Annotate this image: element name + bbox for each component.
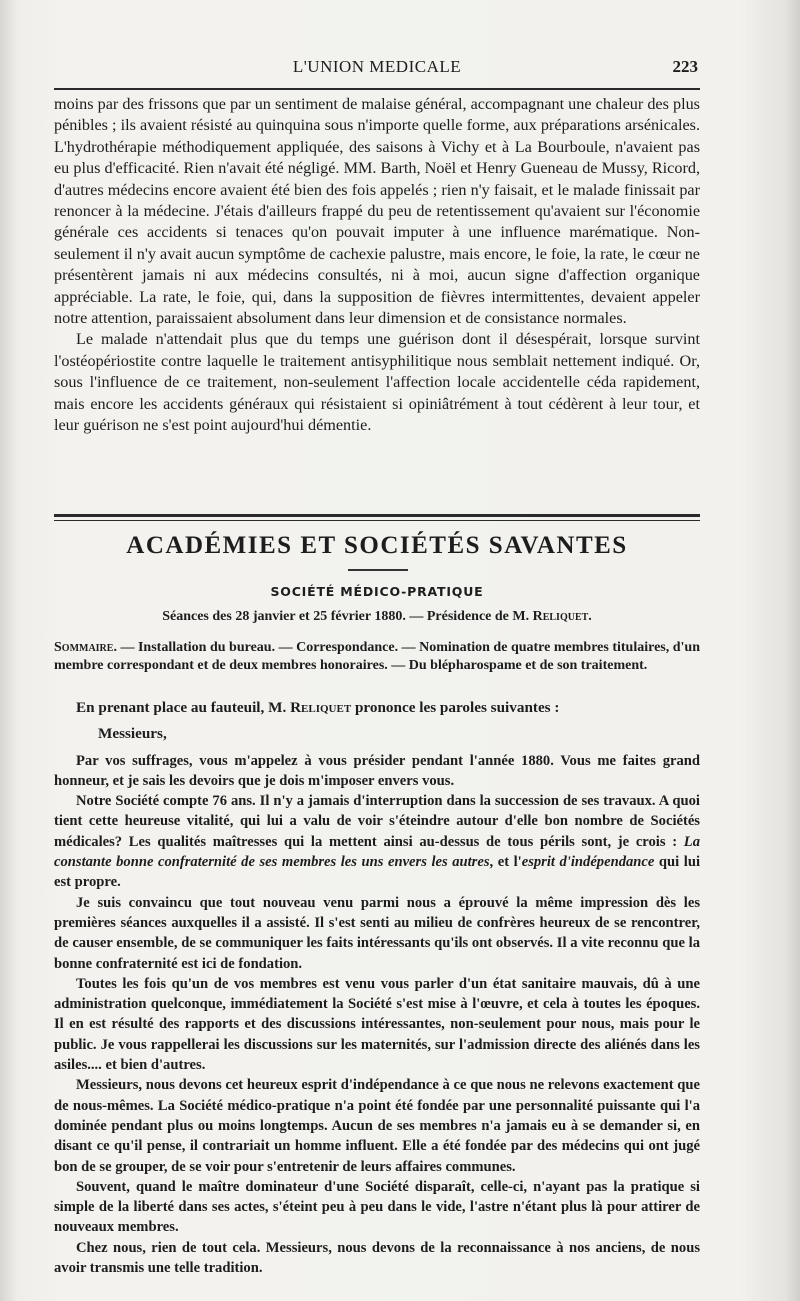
- speaker-name: Reliquet: [290, 699, 352, 716]
- sessions-line: [54, 609, 700, 625]
- header-rule: [54, 88, 700, 90]
- paragraph: Chez nous, rien de tout cela. Messieurs, nous devons de la reconnaissance à nos anciens, de nous avoir transmis une telle tradition.: [54, 1239, 700, 1277]
- paragraph: Toutes les fois qu'un de vos membres est venu vous parler d'un état sanitaire mauvais, dû à une administration quelconque, immédiatement la Société s'est mise à l'œuvre, et cela à toutes les époques. Il en est résulté des rapports et des discussions intéressantes, non-seulement pour nous, mais pour le public. Je vous rappellerai les discussions sur les maternités, sur l'admission directe des aliénés dans les asiles.... et bien d'autres.: [54, 975, 700, 1074]
- text-run: Notre Société compte 76 ans. Il n'y a jamais d'interruption dans la succession de ses travaux. A quoi tient cette heureuse vitalité, qui lui a valu de voir s'éteindre autour d'elle bon nombre de Sociétés médicales? Les qualités maîtresses qui la mettent ainsi au-dessus de tous périls sont, je crois :: [54, 793, 700, 850]
- page-header: [54, 54, 700, 82]
- summary: [54, 639, 700, 675]
- text-run: qui lui est propre.: [54, 854, 700, 891]
- summary-label: Sommaire.: [54, 640, 117, 655]
- article-continuation: [54, 94, 700, 437]
- speech: [54, 698, 700, 1278]
- intro-text-end: prononce les paroles suivantes :: [351, 699, 560, 716]
- section-divider-top: [54, 514, 700, 517]
- president-name: Reliquet.: [532, 609, 592, 624]
- speech-intro: [54, 698, 700, 718]
- society-block: [54, 584, 700, 675]
- paragraph: Je suis convaincu que tout nouveau venu parmi nous a éprouvé la même impression dès les premières séances auxquelles il a assisté. Il s'est senti au milieu de confrères heureux de se rencontrer, de causer ensemble, de se communiquer les faits intéressants qu'ils ont observés. Il a vite reconnu que la bonne confraternité est ici de fondation.: [54, 894, 700, 972]
- paragraph: moins par des frissons que par un sentiment de malaise général, accompagnant une chaleur des plus pénibles ; ils avaient résisté au quinquina sous n'importe quelle forme, aux préparations arsénicales. L'hydrothérapie méthodiquement appliquée, des saisons à Vichy et à La Bourboule, n'avaient pas eu plus d'efficacité. Rien n'avait été négligé. MM. Barth, Noël et Henry Gueneau de Mussy, Ricord, d'autres médecins encore avaient été bien des fois appelés ; rien n'y faisait, et le malade finissait par renoncer à la médecine. J'étais d'ailleurs frappé du peu de retentissement qu'avaient sur l'économie générale ces accidents si tenaces qu'on pouvait imputer à une influence marématique. Non-seulement il n'y avait aucun symptôme de cachexie palustre, mais encore, le foie, la rate, le cœur ne présentèrent jamais ni aux médecins consultés, ni à moi, aucun signe d'affection organique appréciable. La rate, le foie, qui, dans la supposition de fièvres intermittentes, devaient appeler notre attention, paraissaient absolument dans leur dimension et de consistance normales.: [54, 95, 700, 328]
- italic-quote: esprit d'indépendance: [521, 854, 655, 871]
- paragraph: Souvent, quand le maître dominateur d'une Société disparaît, celle-ci, n'ayant pas la pratique si simple de la liberté dans ses actes, s'éteint peu à peu dans le vide, l'astre n'étant plus là pour attirer de nouveaux membres.: [54, 1178, 700, 1236]
- section-divider-bottom: [54, 520, 700, 521]
- intro-text: En prenant place au fauteuil, M.: [76, 699, 291, 716]
- paragraph: Par vos suffrages, vous m'appelez à vous présider pendant l'année 1880. Vous me faites grand honneur, et je sais les devoirs que je dois m'imposer envers vous.: [54, 752, 700, 789]
- running-title: L'UNION MEDICALE: [292, 57, 462, 76]
- society-name: SOCIÉTÉ MÉDICO-PRATIQUE: [270, 584, 484, 599]
- paragraph: Le malade n'attendait plus que du temps une guérison dont il désespérait, lorsque survint l'ostéopériostite contre laquelle le traitement antisyphilitique nous semblait nettement indiqué. Or, sous l'influence de ce traitement, non-seulement l'affection locale accidentelle céda rapidement, mais encore les accidents généraux qui résistaient si opiniâtrément à tout cédèrent à leur tour, et leur guérison ne s'est point aujourd'hui démentie.: [54, 330, 700, 435]
- summary-text: — Installation du bureau. — Correspondance. — Nomination de quatre membres titulaires, d'un membre correspondant et de deux membres honoraires. — Du blépharospame et de son traitement.: [54, 640, 700, 673]
- sessions-text: Séances des 28 janvier et 25 février 1880. — Présidence de M.: [162, 609, 533, 624]
- italic-quote: La constante bonne confraternité de ses membres les uns envers les autres: [54, 833, 700, 871]
- text-run: , et l': [489, 854, 522, 871]
- paragraph: Messieurs, nous devons cet heureux esprit d'indépendance à ce que nous ne relevons exactement que de nous-mêmes. La Société médico-pratique n'a point été fondée par une personnalité puissante qui l'a dominée pendant plus ou moins longtemps. Aucun de ses membres n'a jamais eu à se demander si, en disant ce qu'il pense, il contrariait un homme influent. Elle a été fondée par des médecins qui ont jugé bon de se grouper, de se voir pour s'entretenir de leurs affaires communes.: [54, 1077, 700, 1175]
- salutation: Messieurs,: [98, 725, 167, 743]
- section-heading: [54, 532, 700, 560]
- title-underline: [348, 569, 408, 571]
- page-number: 223: [672, 57, 698, 76]
- paragraph: [54, 791, 700, 892]
- section-title: ACADÉMIES ET SOCIÉTÉS SAVANTES: [126, 532, 628, 559]
